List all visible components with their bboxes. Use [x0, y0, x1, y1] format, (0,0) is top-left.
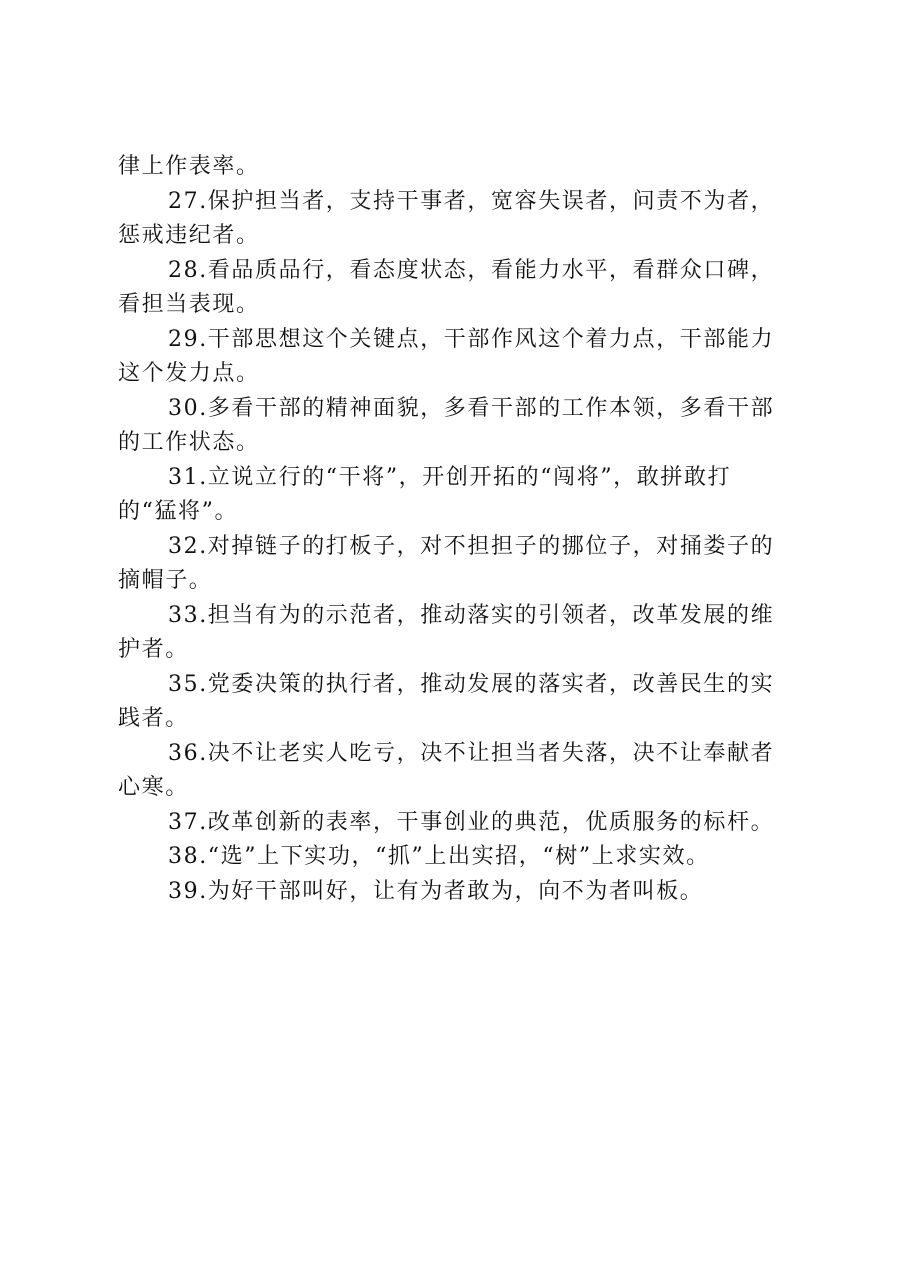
list-item-27-line-2: 惩戒违纪者。 — [118, 223, 260, 248]
list-item-38: 38.“选”上下实功，“抓”上出实招，“树”上求实效。 — [168, 844, 710, 869]
list-item-39: 39.为好干部叫好，让有为者敢为，向不为者叫板。 — [168, 878, 704, 904]
list-item-28-line-2: 看担当表现。 — [118, 292, 260, 317]
list-item-32-line-1: 32.对掉链子的打板子，对不担担子的挪位子，对捅娄子的 — [168, 533, 775, 559]
list-item-32-line-2: 摘帽子。 — [118, 568, 213, 593]
document-body — [118, 150, 803, 909]
list-item-36-line-2: 心寒。 — [118, 775, 189, 800]
list-item-35-line-1: 35.党委决策的执行者，推动发展的落实者，改善民生的实 — [168, 671, 775, 697]
list-item-30-line-2: 的工作状态。 — [118, 430, 260, 455]
list-item-33-line-1: 33.担当有为的示范者，推动落实的引领者，改革发展的维 — [168, 602, 775, 628]
list-item-33-line-2: 护者。 — [118, 637, 189, 662]
list-item-35-line-2: 践者。 — [118, 706, 189, 731]
list-item-30-line-1: 30.多看干部的精神面貌，多看干部的工作本领，多看干部 — [168, 395, 775, 421]
text-line: 律上作表率。 — [118, 154, 260, 179]
list-item-29-line-2: 这个发力点。 — [118, 361, 260, 386]
list-item-36-line-1: 36.决不让老实人吃亏，决不让担当者失落，决不让奉献者 — [168, 740, 775, 766]
list-item-31-line-2: 的“猛将”。 — [118, 499, 239, 524]
list-item-37: 37.改革创新的表率，干事创业的典范，优质服务的标杆。 — [168, 809, 775, 835]
list-item-28-line-1: 28.看品质品行，看态度状态，看能力水平，看群众口碑， — [168, 257, 775, 283]
list-item-31-line-1: 31.立说立行的“干将”，开创开拓的“闯将”，敢拼敢打 — [168, 464, 732, 490]
list-item-27-line-1: 27.保护担当者，支持干事者，宽容失误者，问责不为者， — [168, 188, 775, 214]
list-item-29-line-1: 29.干部思想这个关键点，干部作风这个着力点，干部能力 — [168, 326, 775, 352]
